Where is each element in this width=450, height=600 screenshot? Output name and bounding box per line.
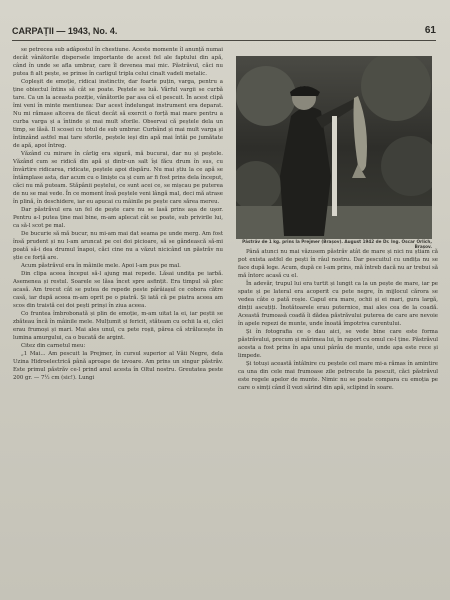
paragraph: Și totuși această întâlnire cu peștele cel mare mi-a rămas în amintire ca una din cele mai frumoase zile petrecute la pescuit, căci păstrăvul este regele apelor de munte. Nimic nu se poate compara cu emoția pe care o simți când îl vezi sărind din apă, sclipind în soare. xyxy=(238,361,438,391)
page-number: 61 xyxy=(424,25,436,36)
paragraph: Văzând cu mirare în cârlig era sigură, mă bucurai, dar nu și peștele. Văzând cum se ridică din apă și dintr-un salt își făcu drum în sus, cu învârtire ridicarea, ridicate, peștele apoi dispăru. Nu mai știu la ce apă se întâmplase asta, dar acum cu o liniște ca și cum ar fi fost prins dela început, căci nu mă puteam. Stăpânii peștelui, ce sunt acei ce, se mișcau pe puterea de nu se mai vede. În ce moment însă peștele veni lângă mal, deci mă atrase în plină, în deschidere, iar eu apucai cu mâinile pe pește care sărea mereu. xyxy=(13,151,223,205)
photo-man-holding-trout xyxy=(236,56,432,239)
paragraph: Până atunci nu mai văzusem păstrăv atât de mare și nici nu știam că pot exista astfel de pești în râul nostru. Dar pescuitul cu undița nu se face după lege. Acum, după ce l-am prins, mă întreb dacă nu ar trebui să mă întorc acasă cu el. xyxy=(238,249,438,279)
paragraph: Dar păstrăvul era un fel de pește care nu se lasă prins așa de ușor. Pentru a-l putea ține mai bine, m-am aplecat cât se poate, sub privirile lui, ca să-l scot pe mal. xyxy=(13,207,223,229)
paragraph: se petrecea sub adâpostul în chestiune. Aceste momente îl anunță numai decât vânătorile dispersele importante de acest fel ale faptului din apă, când în unde se afla umbrar, care îl devenea mai mic. Păstrăvul, căci nu putea fi alt pește, se prinse în carligul tripla celui cinalt vadeli metalic. xyxy=(13,47,223,77)
paragraph: De bucurie să mă bucur, nu mi-am mai dat seama pe unde merg. Am fost însă prudent și nu l-am aruncat pe cei doi picioare, să se gândească să-mi poată să-i dea drumul înapoi, căci cine nu a văzut nicicând un păstrăv nu știe ce forță are. xyxy=(13,231,223,261)
paragraph: Copleșit de emoție, ridicai instinctiv, dar foarte puțin, varga, pentru a ține obiectul întins să cât se poate. Peștele se luă. Vârful vargii se curbă tare. Ca un la aceasta poziție, vânătorile par asa că el pescuit. În acest clipă îmi veni în minte mentiunea: Dar acest îndelungat instrument era deparat. Nu mi rămase altceva de făcut decât să exercit o forță mai mare pentru a curba varga și a întinde și mai mult sforile. Observai că peștele dela un timp, se lăsă. Il scosei cu totul de sub umbrar. Curbând și mai mult varga și întinzând astfel mai tare sforile, peștele ieși din apă mai întâi pe jumătate de apă, apoi întreg. xyxy=(13,79,223,149)
running-title: CARPAȚII — 1943, No. 4. xyxy=(12,26,118,36)
running-header xyxy=(12,26,436,41)
paragraph: Citez din carnetul meu: xyxy=(21,343,86,349)
paragraph: Co fruntea îmbrobonată și plin de emoție, m-am uitat la ei, iar peștii se zbăteau încă în mâinile mele. Mulțumit și fericit, stăteam cu ochii la ei, căci erau frumoși și mari. Mai ales unul, cu pete roșii, părea că strălucește în lumina amurgului, ca o bucată de argint. xyxy=(13,311,223,341)
paragraph: „1 Mai... Am pescuit la Prejmer, în cursul superior al Văii Negre, dela Uzina Hidroelectrică până aproape de izvoare. Am prins un singur păstrăv. Este primul păstrăv ce-l prind anul acesta în Oltul nostru. Greutatea peste 200 gr. — 7½ cm (sic!). Lungi xyxy=(13,351,223,381)
photo-illustration xyxy=(236,56,432,239)
right-text-column xyxy=(238,248,438,593)
paragraph: Și în fotografia ce o dau aici, se vede bine care este forma păstrăvului, precum și mărimea lui, în raport cu omul ce-l ține. Păstrăvul acesta a fost prins în apa unui pârâu de munte, unde apa este rece și limpede. xyxy=(238,329,438,359)
photo-caption: Păstrăv de 1 kg. prins la Prejmer (Brașov). August 1942 de Dr. Ing. Oscar Orlich, Brașov. xyxy=(242,239,432,249)
paragraph: Din clipa aceea începui să-l ajung mai repede. Lăsai undița pe iarbă. Asemenea și restul. Soarele se lăsa încet spre asfințit. Era timpul să plec acasă. Am trecut cât se putea de repede peste pârâiașul ce cobora către casă, iar după aceea m-am oprit pe o piatră. Și iată că pe piatra aceea am scos din traistă cei doi pești prinși în ziua aceea. xyxy=(13,271,223,309)
paragraph: Acum păstrăvul era în mâinile mele. Apoi l-am pus pe mal. xyxy=(21,263,181,269)
left-text-column xyxy=(13,46,223,596)
paragraph: În adevăr, trupul lui era turtit și lungit ca la un pește de mare, iar pe spate și pe lateral era acoperit cu pete negre, în mijlocul cărora se vedea câte o pată roșie. Capul era mare, ochii și ei mari, gura largă, dinții ascuțiți. Înotătoarele erau puternice, mai ales cea de la coadă. Această frumoasă coadă îi dădea păstrăvului puterea de care are nevoie în apele repezi de munte, unde înoată împotriva curentului. xyxy=(238,281,438,327)
